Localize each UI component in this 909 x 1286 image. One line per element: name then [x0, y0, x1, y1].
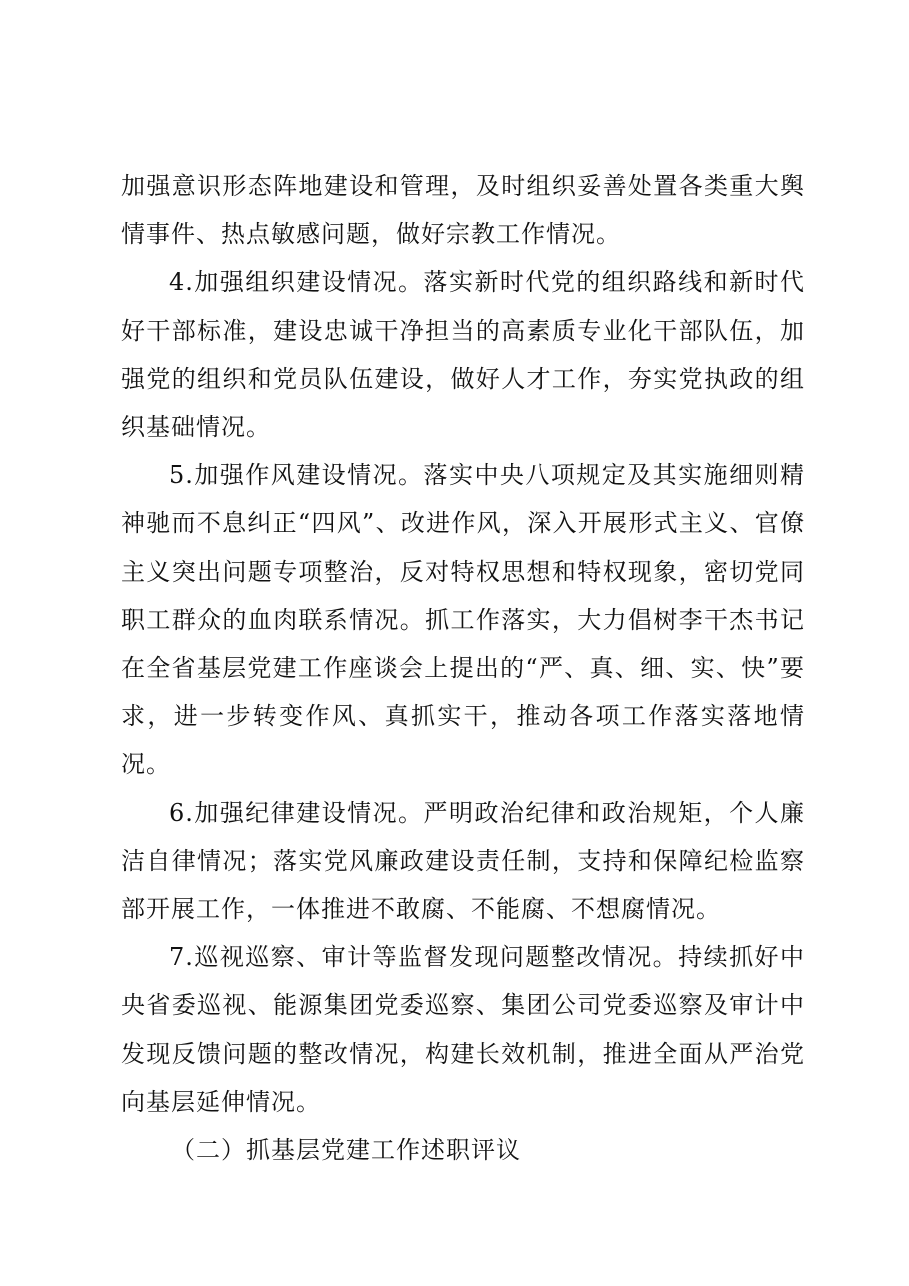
paragraph-item-7: 7.巡视巡察、审计等监督发现问题整改情况。持续抓好中央省委巡视、能源集团党委巡察、集团公司党委巡察及审计中发现反馈问题的整改情况，构建长效机制，推进全面从严治党向基层延伸情况。 — [121, 943, 805, 1116]
document-body — [121, 162, 805, 1174]
paragraph-continuation: 加强意识形态阵地建设和管理，及时组织妥善处置各类重大舆情事件、热点敏感问题，做好宗教工作情况。 — [121, 172, 805, 249]
section-heading: （二）抓基层党建工作述职评议 — [171, 1136, 521, 1165]
paragraph-item-4: 4.加强组织建设情况。落实新时代党的组织路线和新时代好干部标准，建设忠诚干净担当的高素质专业化干部队伍，加强党的组织和党员队伍建设，做好人才工作，夯实党执政的组织基础情况。 — [121, 268, 805, 442]
paragraph-item-5: 5.加强作风建设情况。落实中央八项规定及其实施细则精神驰而不息纠正“四风”、改进作风，深入开展形式主义、官僚主义突出问题专项整治，反对特权思想和特权现象，密切党同职工群众的血肉联系情况。抓工作落实，大力倡树李干杰书记在全省基层党建工作座谈会上提出的“严、真、细、实、快”要求，进一步转变作风、真抓实干，推动各项工作落实落地情况。 — [121, 461, 805, 779]
paragraph-item-6: 6.加强纪律建设情况。严明政治纪律和政治规矩，个人廉洁自律情况；落实党风廉政建设责任制，支持和保障纪检监察部开展工作，一体推进不敢腐、不能腐、不想腐情况。 — [121, 798, 805, 924]
